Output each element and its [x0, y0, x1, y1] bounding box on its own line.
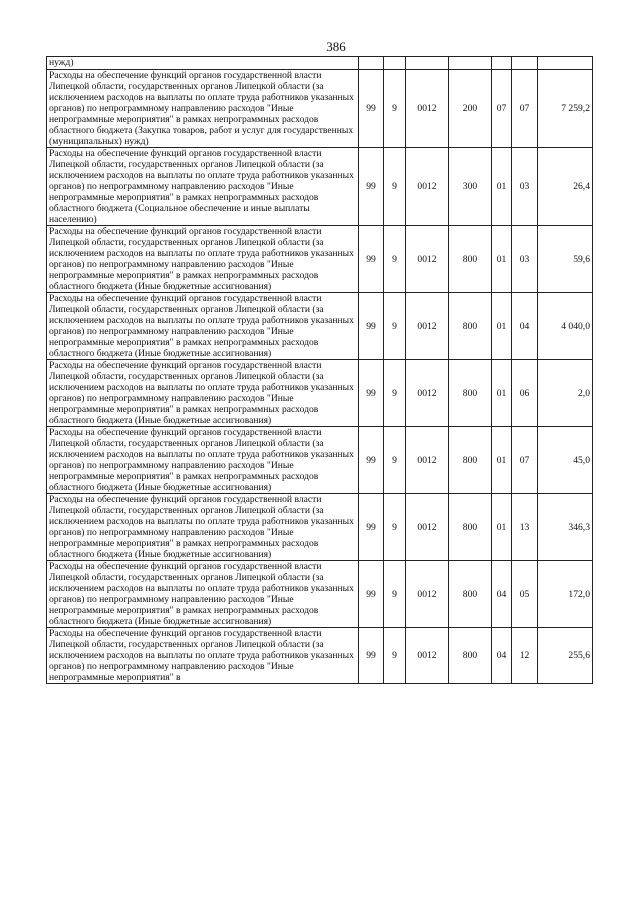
continuation-row [47, 57, 593, 70]
expense-type-cell: 800 [449, 628, 492, 684]
amount-cell: 346,3 [538, 494, 593, 561]
subsection-cell: 07 [512, 427, 538, 494]
description-cell: Расходы на обеспечение функций органов государственной власти Липецкой области, государственных органов Липецкой области (за исключением расходов на выплаты по оплате труда работников указанных органов) по непрограммному направлению расходов "Иные непрограммные мероприятия" в [47, 628, 359, 684]
description-cell: Расходы на обеспечение функций органов государственной власти Липецкой области, государственных органов Липецкой области (за исключением расходов на выплаты по оплате труда работников указанных органов) по непрограммному направлению расходов "Иные непрограммные мероприятия" в рамках непрограммных расходов областного бюджета (Иные бюджетные ассигнования) [47, 427, 359, 494]
expense-type-cell: 800 [449, 226, 492, 293]
program-code-cell: 99 [359, 226, 384, 293]
table-row [47, 293, 593, 360]
section-cell: 01 [492, 226, 512, 293]
program-code-cell: 99 [359, 628, 384, 684]
amount-cell: 45,0 [538, 427, 593, 494]
amount-cell: 7 259,2 [538, 70, 593, 148]
amount-cell: 172,0 [538, 561, 593, 628]
expense-type-cell: 800 [449, 561, 492, 628]
program-code-cell: 99 [359, 148, 384, 226]
continuation-text: нужд) [47, 57, 359, 70]
table-body [47, 57, 593, 684]
subprogram-code-cell: 9 [384, 561, 406, 628]
subprogram-code-cell: 9 [384, 628, 406, 684]
section-cell: 01 [492, 148, 512, 226]
direction-code-cell: 0012 [406, 561, 449, 628]
direction-code-cell: 0012 [406, 628, 449, 684]
description-cell: Расходы на обеспечение функций органов государственной власти Липецкой области, государственных органов Липецкой области (за исключением расходов на выплаты по оплате труда работников указанных органов) по непрограммному направлению расходов "Иные непрограммные мероприятия" в рамках непрограммных расходов областного бюджета (Иные бюджетные ассигнования) [47, 226, 359, 293]
subprogram-code-cell: 9 [384, 148, 406, 226]
direction-code-cell: 0012 [406, 427, 449, 494]
subsection-cell: 05 [512, 561, 538, 628]
section-cell: 01 [492, 293, 512, 360]
description-cell: Расходы на обеспечение функций органов государственной власти Липецкой области, государственных органов Липецкой области (за исключением расходов на выплаты по оплате труда работников указанных органов) по непрограммному направлению расходов "Иные непрограммные мероприятия" в рамках непрограммных расходов областного бюджета (Иные бюджетные ассигнования) [47, 293, 359, 360]
subsection-cell: 04 [512, 293, 538, 360]
table-row [47, 561, 593, 628]
program-code-cell: 99 [359, 360, 384, 427]
section-cell: 01 [492, 427, 512, 494]
empty-cell [449, 57, 492, 70]
subsection-cell: 13 [512, 494, 538, 561]
program-code-cell: 99 [359, 494, 384, 561]
budget-table [46, 56, 593, 684]
subprogram-code-cell: 9 [384, 427, 406, 494]
amount-cell: 255,6 [538, 628, 593, 684]
subprogram-code-cell: 9 [384, 494, 406, 561]
direction-code-cell: 0012 [406, 226, 449, 293]
description-cell: Расходы на обеспечение функций органов государственной власти Липецкой области, государственных органов Липецкой области (за исключением расходов на выплаты по оплате труда работников указанных органов) по непрограммному направлению расходов "Иные непрограммные мероприятия" в рамках непрограммных расходов областного бюджета (Закупка товаров, работ и услуг для государственных (муниципальных) нужд) [47, 70, 359, 148]
program-code-cell: 99 [359, 561, 384, 628]
direction-code-cell: 0012 [406, 360, 449, 427]
empty-cell [512, 57, 538, 70]
amount-cell: 4 040,0 [538, 293, 593, 360]
program-code-cell: 99 [359, 70, 384, 148]
direction-code-cell: 0012 [406, 148, 449, 226]
table-row [47, 360, 593, 427]
subprogram-code-cell: 9 [384, 293, 406, 360]
section-cell: 04 [492, 628, 512, 684]
empty-cell [359, 57, 384, 70]
empty-cell [384, 57, 406, 70]
table-row [47, 427, 593, 494]
subsection-cell: 03 [512, 148, 538, 226]
expense-type-cell: 200 [449, 70, 492, 148]
direction-code-cell: 0012 [406, 70, 449, 148]
program-code-cell: 99 [359, 427, 384, 494]
subsection-cell: 06 [512, 360, 538, 427]
expense-type-cell: 300 [449, 148, 492, 226]
table-row [47, 70, 593, 148]
table-row [47, 226, 593, 293]
table-row [47, 494, 593, 561]
expense-type-cell: 800 [449, 494, 492, 561]
amount-cell: 2,0 [538, 360, 593, 427]
subprogram-code-cell: 9 [384, 226, 406, 293]
table-row [47, 148, 593, 226]
section-cell: 07 [492, 70, 512, 148]
empty-cell [406, 57, 449, 70]
subprogram-code-cell: 9 [384, 70, 406, 148]
expense-type-cell: 800 [449, 293, 492, 360]
page-number: 386 [326, 39, 346, 54]
section-cell: 01 [492, 494, 512, 561]
subsection-cell: 12 [512, 628, 538, 684]
amount-cell: 59,6 [538, 226, 593, 293]
description-cell: Расходы на обеспечение функций органов государственной власти Липецкой области, государственных органов Липецкой области (за исключением расходов на выплаты по оплате труда работников указанных органов) по непрограммному направлению расходов "Иные непрограммные мероприятия" в рамках непрограммных расходов областного бюджета (Иные бюджетные ассигнования) [47, 360, 359, 427]
table-row [47, 628, 593, 684]
section-cell: 01 [492, 360, 512, 427]
empty-cell [538, 57, 593, 70]
subsection-cell: 03 [512, 226, 538, 293]
description-cell: Расходы на обеспечение функций органов государственной власти Липецкой области, государственных органов Липецкой области (за исключением расходов на выплаты по оплате труда работников указанных органов) по непрограммному направлению расходов "Иные непрограммные мероприятия" в рамках непрограммных расходов областного бюджета (Иные бюджетные ассигнования) [47, 561, 359, 628]
amount-cell: 26,4 [538, 148, 593, 226]
direction-code-cell: 0012 [406, 494, 449, 561]
expense-type-cell: 800 [449, 360, 492, 427]
subsection-cell: 07 [512, 70, 538, 148]
direction-code-cell: 0012 [406, 293, 449, 360]
description-cell: Расходы на обеспечение функций органов государственной власти Липецкой области, государственных органов Липецкой области (за исключением расходов на выплаты по оплате труда работников указанных органов) по непрограммному направлению расходов "Иные непрограммные мероприятия" в рамках непрограммных расходов областного бюджета (Социальное обеспечение и иные выплаты населению) [47, 148, 359, 226]
empty-cell [492, 57, 512, 70]
description-cell: Расходы на обеспечение функций органов государственной власти Липецкой области, государственных органов Липецкой области (за исключением расходов на выплаты по оплате труда работников указанных органов) по непрограммному направлению расходов "Иные непрограммные мероприятия" в рамках непрограммных расходов областного бюджета (Иные бюджетные ассигнования) [47, 494, 359, 561]
subprogram-code-cell: 9 [384, 360, 406, 427]
expense-type-cell: 800 [449, 427, 492, 494]
program-code-cell: 99 [359, 293, 384, 360]
section-cell: 04 [492, 561, 512, 628]
